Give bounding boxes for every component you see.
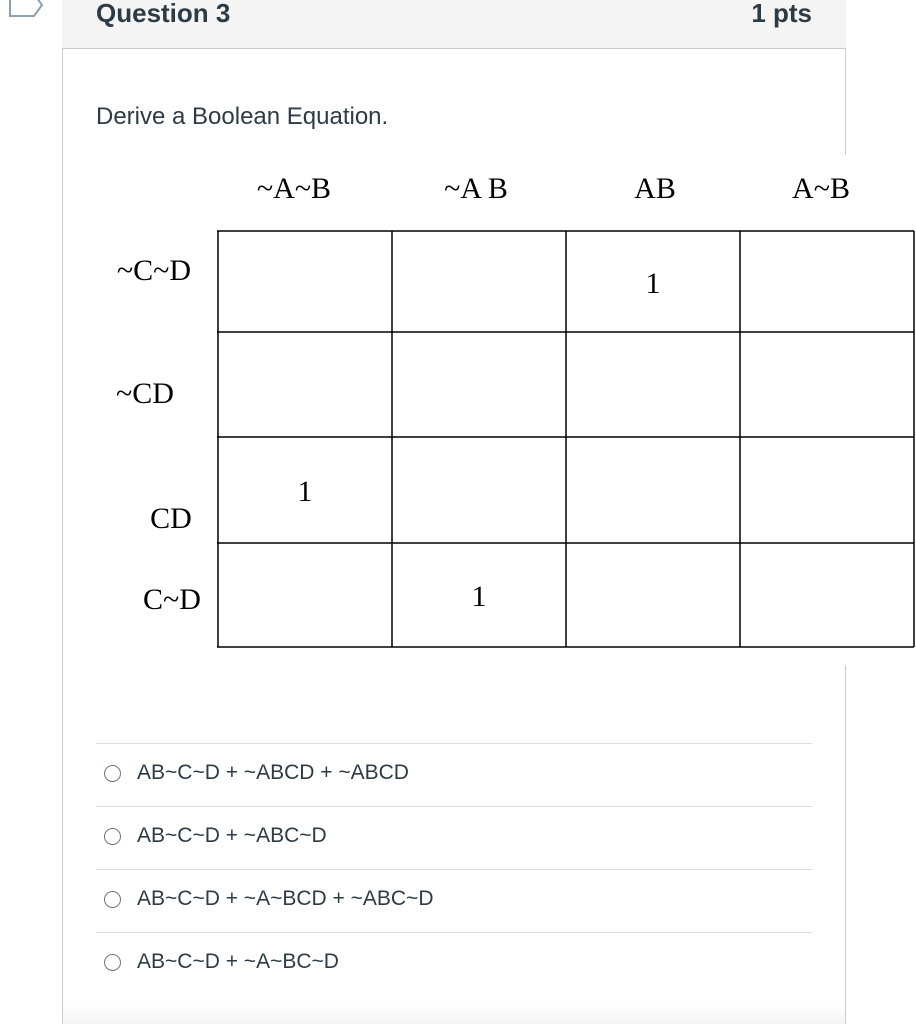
answer-option[interactable] [96, 932, 812, 995]
kmap-col-header: AB [634, 172, 676, 205]
kmap-col-header: A~B [792, 172, 850, 205]
kmap-row-header: ~C~D [116, 254, 192, 287]
answer-label[interactable]: AB~C~D + ~A~BCD + ~ABC~D [137, 887, 434, 910]
kmap-row-header: C~D [143, 583, 201, 616]
kmap-row-header: CD [150, 502, 192, 535]
question-prompt: Derive a Boolean Equation. [96, 103, 389, 130]
answer-option[interactable] [96, 806, 812, 869]
radio-button[interactable] [104, 891, 121, 908]
kmap-cell-value: 1 [645, 267, 661, 300]
question-title: Question 3 [96, 0, 231, 28]
kmap-cell-value: 1 [297, 475, 313, 508]
answer-label[interactable]: AB~C~D + ~ABC~D [137, 824, 327, 847]
card-bottom-shade [63, 1004, 845, 1024]
radio-button[interactable] [104, 765, 121, 782]
card-right-border-lower [845, 665, 846, 1024]
radio-button[interactable] [104, 828, 121, 845]
kmap-row-header: ~CD [116, 377, 174, 410]
answer-label[interactable]: AB~C~D + ~ABCD + ~ABCD [137, 761, 409, 784]
answer-option[interactable] [96, 869, 812, 932]
answer-label[interactable]: AB~C~D + ~A~BC~D [137, 950, 339, 973]
question-points: 1 pts [751, 0, 812, 28]
kmap-cell-value: 1 [471, 580, 487, 613]
answer-list [96, 743, 812, 995]
radio-button[interactable] [104, 954, 121, 971]
kmap-col-header: ~A B [444, 172, 508, 205]
kmap-col-header: ~A~B [256, 172, 332, 205]
answer-option[interactable] [96, 743, 812, 806]
